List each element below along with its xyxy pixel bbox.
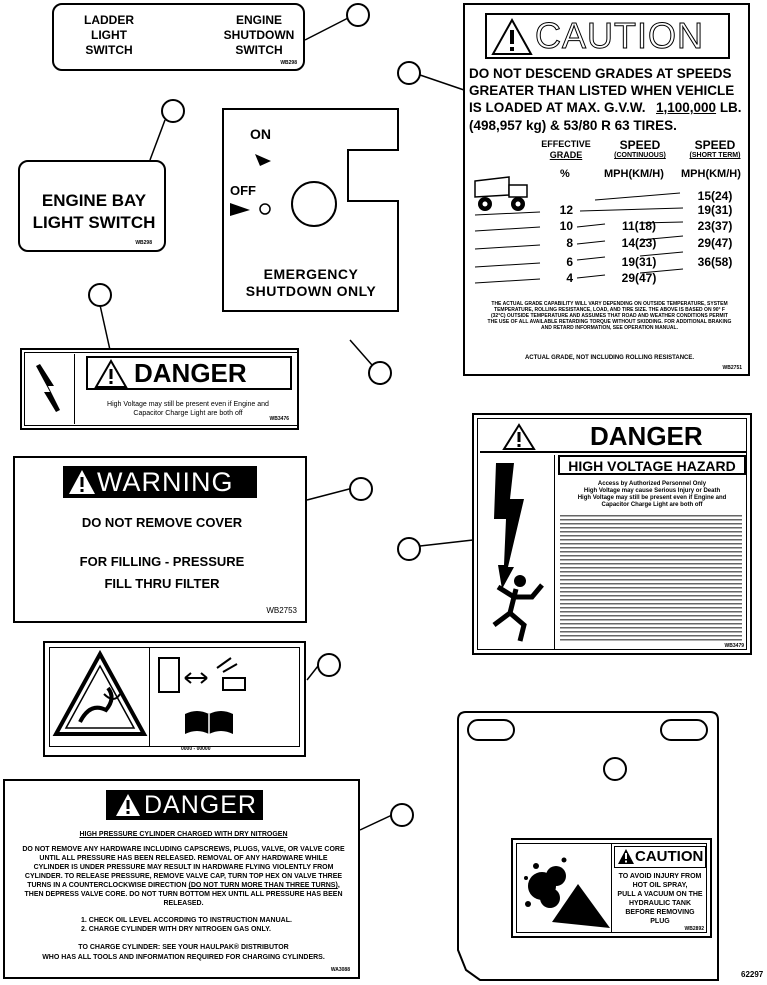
nitrogen-body-underline: (DO NOT TURN MORE THAN THREE TURNS) — [188, 882, 338, 889]
col-grade-header — [531, 139, 601, 161]
warning-triangle-icon — [67, 468, 97, 496]
hv-subtitle-box — [558, 455, 746, 475]
short-speed-value: 36(58) — [697, 255, 733, 269]
col-short-header — [680, 139, 750, 160]
cont-speed-value: 29(47) — [621, 271, 657, 285]
col-cont-top: SPEED — [619, 138, 661, 152]
warning-line2: FOR FILLING - PRESSURE — [79, 554, 245, 569]
grade-value: 8 — [566, 236, 573, 250]
entanglement-hazard-icon — [50, 648, 150, 746]
decal-code: WB2753 — [266, 606, 297, 615]
cont-speed-value: 19(31) — [621, 255, 657, 269]
short-speed-value: 29(47) — [697, 236, 733, 250]
decal-code: WB2892 — [684, 926, 704, 932]
callout-nitrogen — [390, 803, 414, 827]
nitrogen-charge — [15, 943, 352, 963]
on-label: ON — [250, 126, 271, 142]
caution-body: DO NOT DESCEND GRADES AT SPEEDS GREATER THAN LISTED WHEN VEHICLE IS LOADED AT MAX. G.V.W. — [469, 66, 735, 115]
nitrogen-title: DANGER — [144, 791, 257, 819]
hv-intro: Access by Authorized Personnel Only High Voltage may cause Serious Injury or Death High Voltage may still be present even if Engine and Capacitor Charge Light are both off — [577, 481, 727, 508]
caution-title: CAUTION — [535, 15, 704, 56]
unit-short: MPH(KM/H) — [681, 168, 741, 180]
grade-value: 10 — [559, 219, 573, 233]
pictogram-decal — [43, 641, 306, 757]
callout-ladder-switch — [346, 3, 370, 27]
decal-code: WB3476 — [269, 416, 289, 422]
short-speed-value: 15(24) — [697, 189, 733, 203]
caution-grade-decal — [463, 3, 750, 376]
unit-cont: MPH(KM/H) — [604, 168, 664, 180]
caution-fine-print: THE ACTUAL GRADE CAPABILITY WILL VARY DEPENDING ON OUTSIDE TEMPERATURE, SYSTEM TEMPERATURE, ROLLING RESISTANCE, LOAD, AND TIRE SIZE. THE ABOVE IS BASED ON 90° F (32°C) OUTSIDE TEMPERATURE AND ASSUMES THAT ROAD AND WEATHER CONDITIONS PERMIT THE USE OF ALL AVAILABLE RETARDING TORQUE WITHOUT SKIDDING. FOR ADDITIONAL BRAKING AND RETARD INFORMATION, SEE OPERATION MANUAL. — [487, 301, 732, 331]
col-short-top: SPEED — [694, 138, 736, 152]
warning-triangle-icon — [94, 359, 128, 389]
grade-value: 12 — [559, 203, 573, 217]
hv-procedure-text — [560, 515, 742, 643]
weight-line — [656, 99, 742, 116]
engine-shutdown-label: ENGINE SHUTDOWN SWITCH — [223, 13, 295, 57]
callout-pictogram — [317, 653, 341, 677]
callout-caution-grade — [397, 61, 421, 85]
electrocution-icon — [480, 457, 554, 649]
weight-value: 1,100,000 — [656, 100, 717, 115]
mounting-slot-icon — [468, 720, 514, 740]
hot-oil-body: TO AVOID INJURY FROM HOT OIL SPRAY, PULL A VACUUM ON THE HYDRAULIC TANK BEFORE REMOVING PLUG — [617, 873, 703, 925]
hv-hazard-decal — [472, 413, 752, 655]
decal-code: WA3088 — [330, 967, 350, 973]
short-speed-value: 23(37) — [697, 219, 733, 233]
danger-nitrogen-decal — [3, 779, 360, 979]
decal-code: WB2751 — [722, 365, 742, 371]
grade-value: 6 — [566, 255, 573, 269]
warning-triangle-icon — [617, 848, 635, 866]
hot-oil-header — [614, 846, 706, 868]
hot-oil-title: CAUTION — [635, 848, 704, 865]
danger-small-body: High Voltage may still be present even if Engine and Capacitor Charge Light are both off — [107, 401, 269, 417]
hv-subtitle: HIGH VOLTAGE HAZARD — [568, 458, 736, 474]
callout-warning — [349, 477, 373, 501]
warning-line1: DO NOT REMOVE COVER — [81, 515, 243, 530]
col-cont-header — [605, 139, 675, 160]
grade-value: 4 — [566, 271, 573, 285]
unit-grade: % — [560, 168, 570, 180]
ladder-switch-plate — [52, 3, 305, 71]
hot-oil-spray-icon — [516, 844, 612, 936]
callout-emergency — [368, 361, 392, 385]
callout-tank-plate — [603, 757, 627, 781]
warning-title: WARNING — [97, 467, 234, 497]
callout-danger-small — [88, 283, 112, 307]
nitrogen-header — [106, 790, 263, 820]
engine-bay-label: ENGINE BAY LIGHT SWITCH — [32, 191, 156, 232]
warning-decal — [13, 456, 307, 623]
nitrogen-step2: 2. CHARGE CYLINDER WITH DRY NITROGEN GAS ONLY. — [81, 926, 271, 933]
col-grade-bottom: GRADE — [549, 150, 583, 160]
warning-triangle-icon — [491, 17, 533, 57]
emergency-label: EMERGENCY SHUTDOWN ONLY — [245, 266, 377, 299]
danger-small-decal — [20, 348, 299, 430]
nitrogen-step1: 1. CHECK OIL LEVEL ACCORDING TO INSTRUCTION MANUAL. — [81, 917, 292, 924]
danger-small-title: DANGER — [134, 358, 247, 388]
nitrogen-heading: HIGH PRESSURE CYLINDER CHARGED WITH DRY NITROGEN — [79, 831, 288, 838]
plate-code: WB298 — [280, 60, 297, 66]
off-label: OFF — [230, 183, 256, 198]
cont-speed-value: 11(18) — [621, 219, 657, 233]
charge-text: SEE YOUR HAULPAK® DISTRIBUTOR WHO HAS ALL TOOLS AND INFORMATION REQUIRED FOR CHARGING CYLINDERS. — [42, 944, 325, 961]
hv-header — [480, 421, 746, 453]
warning-line3: FILL THRU FILTER — [104, 576, 220, 591]
col-grade-top: EFFECTIVE — [541, 139, 591, 149]
warning-header — [63, 466, 257, 498]
col-short-bottom: (SHORT TERM) — [689, 152, 741, 159]
plate-code: WB298 — [135, 240, 152, 246]
engine-bay-plate — [18, 160, 166, 252]
lightning-bolt-icon — [34, 362, 64, 418]
charge-label: TO CHARGE CYLINDER: — [78, 944, 161, 951]
nitrogen-body — [21, 845, 346, 908]
danger-small-header — [86, 356, 292, 390]
nitrogen-body-main: DO NOT REMOVE ANY HARDWARE INCLUDING CAPSCREWS, PLUGS, VALVE, OR VALVE CORE UNTIL ALL PRESSURE HAS BEEN RELEASED. REMOVAL OF ANY HARDWARE WHILE CYLINDER IS UNDER PRESSURE MAY RESULT IN HARDWARE FLYING VIOLENTLY FROM CYLINDER. TO RELEASE PRESSURE, REMOVE VALVE CAP, TURN TOP HEX ON VALVE THREE TURNS IN A COUNTERCLOCKWISE DIRECTION — [22, 846, 345, 889]
caution-header — [485, 13, 730, 59]
caution-footer: ACTUAL GRADE, NOT INCLUDING ROLLING RESISTANCE. — [524, 355, 695, 361]
nitrogen-body-tail: , THEN DEPRESS VALVE CORE. DO NOT TURN BOTTOM HEX UNTIL ALL PRESSURE HAS BEEN RELEASED. — [24, 882, 343, 907]
mounting-slot-icon — [661, 720, 707, 740]
short-speed-value: 19(31) — [697, 203, 733, 217]
warning-triangle-icon — [502, 423, 536, 451]
decal-code: WB3479 — [724, 643, 744, 649]
caution-body2: (498,957 kg) & 53/80 R 63 TIRES. — [469, 118, 677, 133]
figure-code: 62297 — [741, 970, 764, 979]
col-cont-bottom: (CONTINUOUS) — [614, 152, 666, 159]
cont-speed-value: 14(23) — [621, 236, 657, 250]
read-manual-icons — [151, 648, 301, 746]
hot-oil-caution-decal — [511, 838, 712, 938]
decal-code: 0000 - 00000 — [181, 746, 211, 752]
warning-triangle-icon — [114, 792, 142, 818]
callout-hv-hazard — [397, 537, 421, 561]
ladder-light-label: LADDER LIGHT SWITCH — [84, 13, 134, 57]
callout-engine-bay — [161, 99, 185, 123]
hv-title: DANGER — [590, 421, 703, 451]
weight-unit: LB. — [716, 100, 742, 115]
